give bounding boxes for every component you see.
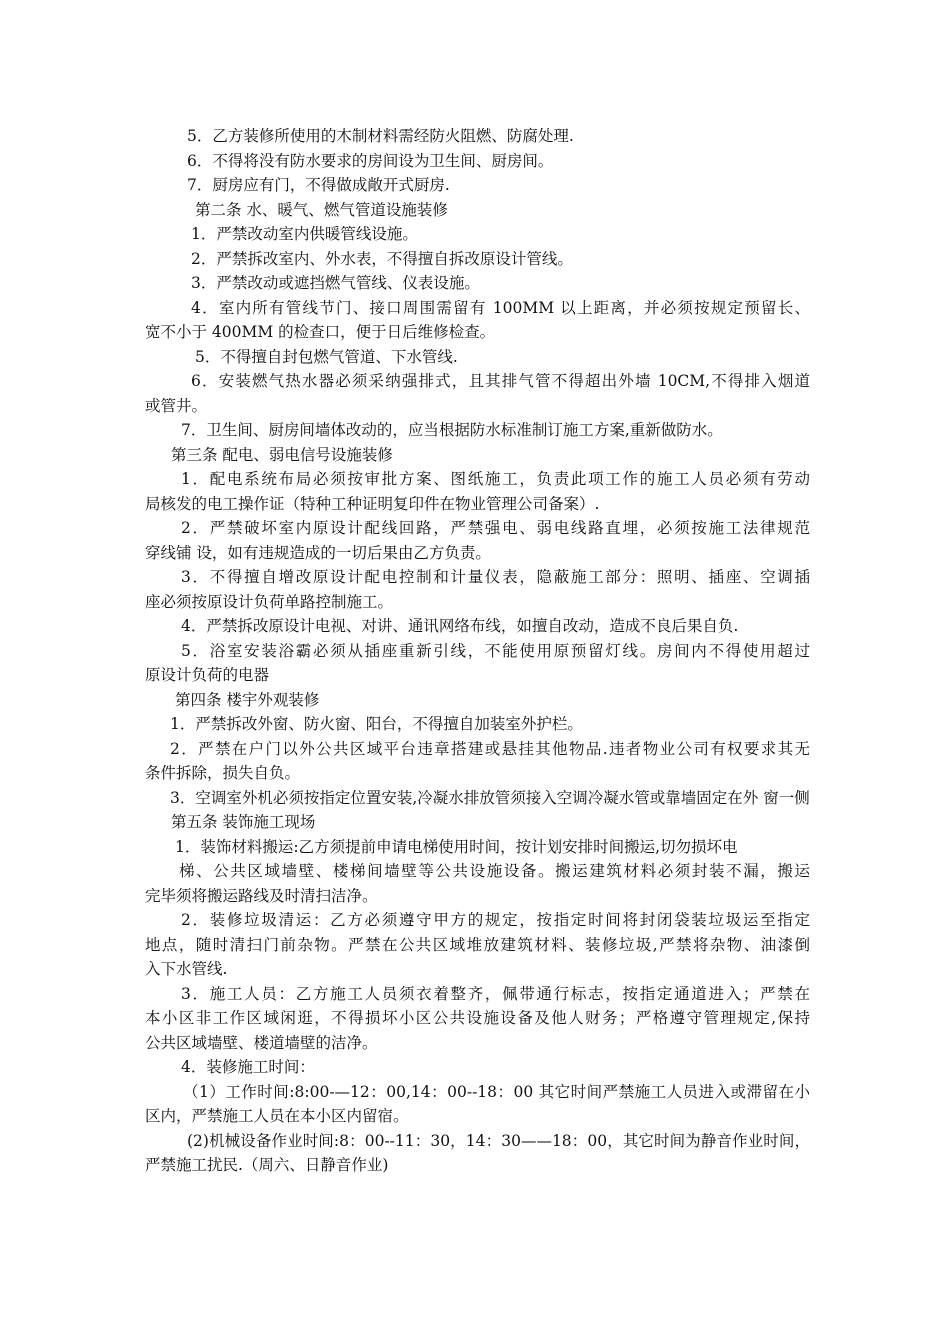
paragraph bbox=[145, 345, 810, 370]
paragraph bbox=[145, 908, 810, 982]
paragraph bbox=[145, 247, 810, 272]
paragraph bbox=[145, 149, 810, 174]
paragraph bbox=[145, 369, 810, 418]
paragraph bbox=[145, 1080, 810, 1129]
text-line: 3．施工人员：乙方施工人员须衣着整齐，佩带通行标志，按指定通道进入；严禁在 bbox=[181, 984, 810, 1003]
text-line: 原设计负荷的电器 bbox=[145, 666, 270, 684]
paragraph bbox=[145, 467, 810, 516]
paragraph bbox=[145, 271, 810, 296]
text-line: 4．严禁拆改原设计电视、对讲、通讯网络布线，如擅自改动，造成不良后果自负. bbox=[181, 617, 739, 635]
paragraph bbox=[145, 1129, 810, 1178]
paragraph bbox=[145, 124, 810, 149]
text-line: 区内，严禁施工人员在本小区内留宿。 bbox=[145, 1107, 409, 1125]
text-line: 宽不小于 400MM 的检查口，便于日后维修检查。 bbox=[145, 323, 496, 341]
text-line: 7．厨房应有门，不得做成敞开式厨房. bbox=[187, 176, 450, 194]
text-line: 本小区非工作区域闲逛，不得损坏小区公共设施设备及他人财务；严格遵守管理规定,保持 bbox=[145, 1009, 810, 1027]
text-line: 2．严禁拆改室内、外水表，不得擅自拆改原设计管线。 bbox=[191, 249, 573, 268]
text-line: 3．严禁改动或遮挡燃气管线、仪表设施。 bbox=[191, 274, 480, 292]
paragraph bbox=[145, 737, 810, 786]
text-line: 1．严禁改动室内供暖管线设施。 bbox=[191, 225, 418, 243]
text-line: 梯、公共区域墙壁、楼梯间墙壁等公共设施设备。搬运建筑材料必须封装不漏，搬运 bbox=[179, 862, 810, 880]
text-line: 5．乙方装修所使用的木制材料需经防火阻燃、防腐处理. bbox=[187, 127, 574, 145]
paragraph bbox=[145, 614, 810, 639]
text-line: 入下水管线. bbox=[145, 960, 228, 978]
text-line: 5．不得擅自封包燃气管道、下水管线. bbox=[195, 347, 458, 366]
text-line: 4．室内所有管线节门、接口周围需留有 100MM 以上距离，并必须按规定预留长、 bbox=[191, 298, 810, 317]
paragraph bbox=[145, 712, 810, 737]
document-body bbox=[145, 124, 810, 1178]
text-line: 3．不得擅自增改原设计配电控制和计量仪表，隐蔽施工部分：照明、插座、空调插 bbox=[181, 568, 810, 586]
text-line: 1．装饰材料搬运:乙方须提前申请电梯使用时间，按计划安排时间搬运,切勿损坏电 bbox=[175, 837, 738, 856]
text-line: 第三条 配电、弱电信号设施装修 bbox=[171, 445, 393, 464]
paragraph bbox=[145, 639, 810, 688]
text-line: 公共区域墙壁、楼道墙壁的洁净。 bbox=[145, 1033, 378, 1052]
paragraph bbox=[145, 565, 810, 614]
text-line: 或管井。 bbox=[145, 396, 208, 415]
text-line: （1）工作时间:8:00-—12：00,14：00--18：00 其它时间严禁施工人员进入或滞留在小 bbox=[183, 1082, 810, 1101]
text-line: 6．不得将没有防水要求的房间设为卫生间、厨房间。 bbox=[187, 151, 554, 170]
text-line: 局核发的电工操作证（特种工种证明复印件在物业管理公司备案）. bbox=[145, 494, 600, 513]
text-line: 2．装修垃圾清运：乙方必须遵守甲方的规定，按指定时间将封闭袋装垃圾运至指定 bbox=[181, 911, 810, 929]
text-line: (2)机械设备作业时间:8：00--11：30，14：30——18：00，其它时间为静音作业时间， bbox=[187, 1131, 810, 1150]
paragraph bbox=[145, 222, 810, 247]
text-line: 地点，随时清扫门前杂物。严禁在公共区域堆放建筑材料、装修垃圾,严禁将杂物、油漆倒 bbox=[145, 935, 810, 954]
paragraph bbox=[145, 418, 810, 443]
text-line: 第四条 楼宇外观装修 bbox=[175, 690, 320, 709]
paragraph bbox=[145, 786, 810, 811]
text-line: 6．安装燃气热水器必须采纳强排式，且其排气管不得超出外墙 10CM,不得排入烟道 bbox=[191, 372, 810, 390]
text-line: 5．浴室安装浴霸必须从插座重新引线，不能使用原预留灯线。房间内不得使用超过 bbox=[181, 641, 810, 660]
text-line: 2．严禁破坏室内原设计配线回路，严禁强电、弱电线路直埋，必须按施工法律规范 bbox=[181, 519, 810, 537]
text-line: 4．装修施工时间： bbox=[181, 1058, 315, 1076]
text-line: 条件拆除，损失自负。 bbox=[145, 764, 301, 782]
text-line: 座必须按原设计负荷单路控制施工。 bbox=[145, 592, 394, 611]
text-line: 2．严禁在户门以外公共区域平台违章搭建或悬挂其他物品.违者物业公司有权要求其无 bbox=[170, 739, 810, 758]
text-line: 穿线铺 设，如有违规造成的一切后果由乙方负责。 bbox=[145, 543, 491, 562]
text-line: 7．卫生间、厨房间墙体改动的，应当根据防水标准制订施工方案,重新做防水。 bbox=[181, 421, 723, 439]
paragraph bbox=[145, 516, 810, 565]
section-heading bbox=[145, 688, 810, 713]
text-line: 第二条 水、暖气、燃气管道设施装修 bbox=[195, 200, 448, 219]
section-heading bbox=[145, 198, 810, 223]
paragraph bbox=[145, 982, 810, 1056]
section-heading bbox=[145, 810, 810, 835]
text-line: 窗一侧 bbox=[763, 788, 810, 807]
text-line: 完毕须将搬运路线及时清扫洁净。 bbox=[145, 886, 378, 905]
text-line: 第五条 装饰施工现场 bbox=[171, 813, 316, 831]
paragraph bbox=[145, 296, 810, 345]
paragraph bbox=[145, 1055, 810, 1080]
section-heading bbox=[145, 443, 810, 468]
text-line: 3．空调室外机必须按指定位置安装,冷凝水排放管须接入空调冷凝水管或靠墙固定在外 bbox=[170, 788, 759, 807]
text-line: 严禁施工扰民.（周六、日静音作业) bbox=[145, 1156, 389, 1174]
text-line: 1．严禁拆改外窗、防火窗、阳台，不得擅自加装室外护栏。 bbox=[170, 715, 583, 733]
paragraph bbox=[145, 835, 810, 860]
paragraph bbox=[145, 859, 810, 908]
paragraph bbox=[145, 173, 810, 198]
text-line: 1．配电系统布局必须按审批方案、图纸施工，负责此项工作的施工人员必须有劳动 bbox=[181, 470, 810, 488]
